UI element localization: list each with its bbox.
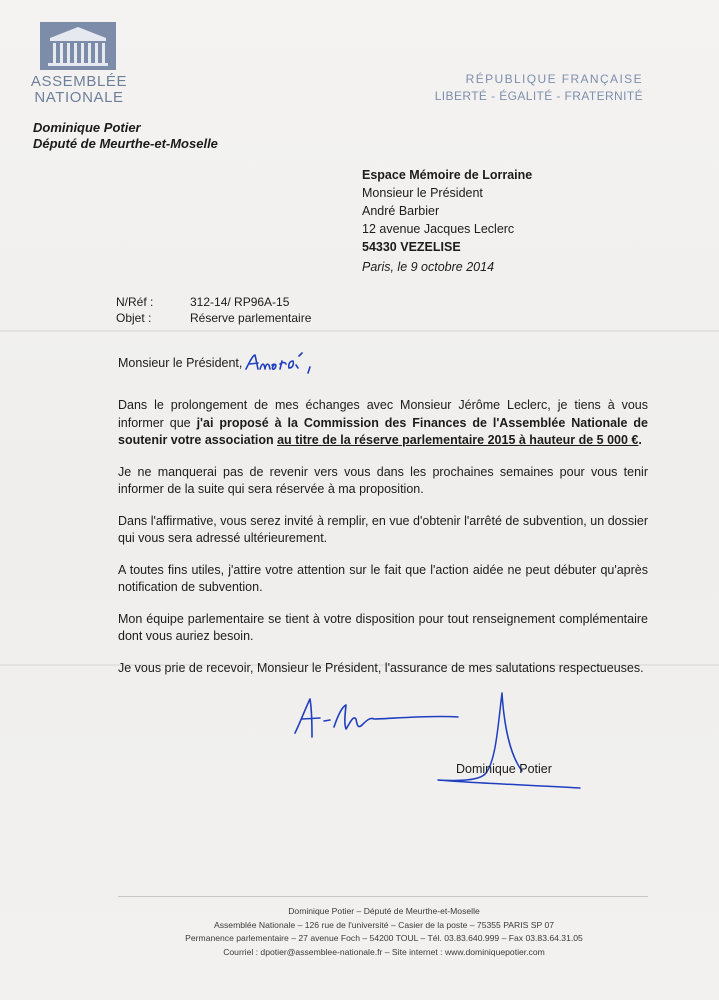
paragraph-5: Mon équipe parlementaire se tient à votre disposition pour tout renseignement complémentaire dont vous auriez besoin. xyxy=(118,611,648,643)
recipient-person: André Barbier xyxy=(362,204,440,218)
sender-name: Dominique Potier xyxy=(33,120,141,135)
handwritten-name xyxy=(244,347,324,377)
logo-line-2: NATIONALE xyxy=(34,89,124,106)
footer-line-2: Assemblée Nationale – 126 rue de l'université – Casier de la poste – 75355 PARIS SP 07 xyxy=(213,919,555,930)
recipient-address xyxy=(362,166,532,256)
p1-bold-text: j'ai proposé à la Commission des Finances de l'Assemblée Nationale de soutenir votre association xyxy=(118,415,648,447)
footer-line-1: Dominique Potier – Député de Meurthe-et-Moselle xyxy=(288,906,480,916)
footer-divider xyxy=(118,896,648,897)
logo-wordmark xyxy=(27,74,131,106)
letter-date: Paris, le 9 octobre 2014 xyxy=(362,260,495,274)
signatory-name: Dominique Potier xyxy=(456,762,552,776)
p1-end: . xyxy=(638,433,642,447)
footer-line-3: Permanence parlementaire – 27 avenue Foch – 54200 TOUL – Tél. 03.83.640.999 – Fax 03.83.64.31.05 xyxy=(185,933,583,943)
logo-line-1: ASSEMBLÉE xyxy=(30,73,128,90)
palais-bourbon-icon xyxy=(40,22,116,70)
footer xyxy=(100,905,668,959)
salutation: Monsieur le Président, xyxy=(118,356,243,370)
recipient-addressee: Monsieur le Président xyxy=(362,186,483,200)
ref-value: 312-14/ RP96A-15 xyxy=(190,295,290,309)
sender-title: Député de Meurthe-et-Moselle xyxy=(33,136,218,151)
paragraph-3: Dans l'affirmative, vous serez invité à remplir, en vue d'obtenir l'arrêté de subvention, un dossier qui vous sera adressé ultérieurement. xyxy=(118,513,648,545)
recipient-organisation: Espace Mémoire de Lorraine xyxy=(362,168,533,182)
paragraph-4: A toutes fins utiles, j'attire votre attention sur le fait que l'action aidée ne peut débuter qu'après notification de subvention. xyxy=(118,562,648,594)
p1-underlined-text: au titre de la réserve parlementaire 2015 à hauteur de 5 000 € xyxy=(277,433,639,447)
recipient-city: 54330 VEZELISE xyxy=(362,240,461,254)
ref-label: N/Réf : xyxy=(116,295,154,309)
closing-formula: Je vous prie de recevoir, Monsieur le Président, l'assurance de mes salutations respectueuses. xyxy=(118,660,644,675)
paper-fold xyxy=(0,330,719,332)
letter-body xyxy=(118,397,648,691)
paragraph-2: Je ne manquerai pas de revenir vers vous dans les prochaines semaines pour vous tenir informer de la suite qui sera réservée à ma proposition. xyxy=(118,464,648,496)
republic-title: RÉPUBLIQUE FRANÇAISE xyxy=(465,72,643,86)
object-value: Réserve parlementaire xyxy=(190,311,312,325)
paragraph-1 xyxy=(118,397,648,450)
footer-line-4: Courriel : dpotier@assemblee-nationale.fr – Site internet : www.dominiquepotier.com xyxy=(223,946,545,957)
p1-text: Dans le prolongement de mes échanges avec Monsieur Jérôme Leclerc, je tiens à vous informer que xyxy=(118,398,648,430)
republique-francaise-header xyxy=(435,71,643,105)
object-label: Objet : xyxy=(116,311,152,325)
recipient-street: 12 avenue Jacques Leclerc xyxy=(362,222,515,236)
handwritten-signature xyxy=(290,685,590,800)
republic-motto: LIBERTÉ - ÉGALITÉ - FRATERNITÉ xyxy=(434,89,643,103)
sender-block xyxy=(33,120,218,152)
reference-block xyxy=(116,294,311,326)
